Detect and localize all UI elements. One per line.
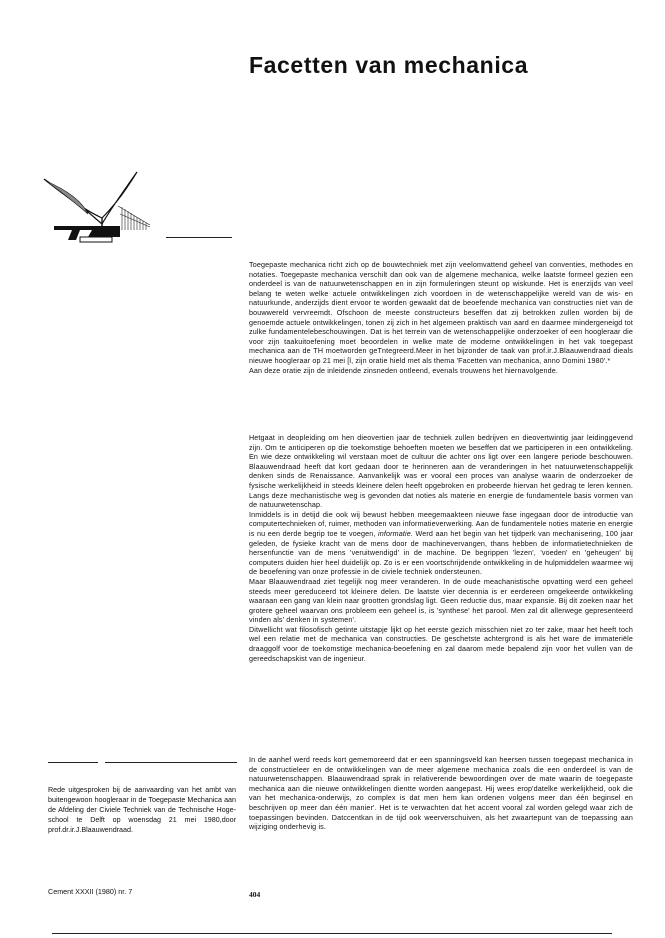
journal-reference: Cement XXXII (1980) nr. 7 — [48, 887, 133, 896]
paragraph: Ditwellicht wat filosofisch getinte uitstapje lijkt op het eerste gezich misschien niet zo ter zake, maar het heeft toch wel een relatie met de mechanica van constructies. De geschetste achtergrond is als het ware de immateriële draaggolf voor de toekomstige mechanica-beoefening en zal daarom mede bepalend zijn voor het vullen van de gereedschapskist van de ingenieur. — [249, 625, 633, 663]
paragraph: Hetgaat in deopleiding om hen dieovertien jaar de techniek zullen bedrijven en dieovertwintig jaar leidinggevend zijn. Om te anticiperen op die toekomstige behoeften moeten we beseffen dat we participeren in een ontwikkeling. En wie deze ontwikkeling wil verstaan moet de cultuur die achter ons ligt over een langere periode beschouwen. Blaauwendraad heeft dat kort gedaan door te herinneren aan de veranderingen in het natuurwetenschappelijk denken sinds de Renaissance. Aanvankelijk was er vooral een proces van analyse waarin de onderzoeker de fysische werkelijkheid in steeds kleinere delen heeft opgebroken en probeerde hiervan het gedrag te leren kennen. Langs deze mechanistische weg is gevonden dat noties als materie en energie de fundamentele basis vormen van de natuurwetenschap. — [249, 434, 633, 510]
paragraph: Aan deze oratie zijn de inleidende zinsneden ontleend, evenals trouwens het hiernavolgende. — [249, 366, 559, 375]
page-number: 404 — [249, 890, 261, 899]
emphasis-text: informatie. — [377, 529, 413, 538]
intro-paragraph — [249, 261, 633, 376]
bottom-rule — [52, 933, 612, 934]
closing-section — [249, 756, 633, 833]
paragraph: Maar Blaauwendraad ziet tegelijk nog meer veranderen. In de oude meachanistische opvatting werd een geheel steeds meer gereduceerd tot kleinere delen. De laatste vier decennia is er eerdereen omgekeerde ontwikkeling waaraan een gang van klein naar grootten grondslag ligt. Geen reductie dus, maar expansie. Bij dit zoeken naar het grotere geheel waarvan ons probleem een geheel is, is 'synthese' het parool. Men zal dit allerwege gepresenteerd vinden als' denken in systemen'. — [249, 577, 633, 625]
header-rule — [166, 237, 232, 238]
paragraph: Inmiddels is in detijd die ook wij bewust hebben meegemaakteen nieuwe fase ingegaan door de introductie van computertechnieken of, ruimer, methoden van informatieverwerking. Aan de fundamentele noties materie en energie is nu een derde begrip toe te voegen, informatie. Werd aan het begin van het tijdperk van mechanisering, 100 jaar geleden, de fysieke kracht van de mens door de machinevervangen, thans hebben de informatietechnieken de hersenfunctie van de mens 'veruitwendigd' in de machine. De begrippen 'lezen', 'voeden' en 'geheugen' bij computers duiden hier heel duidelijk op. Zo is er een voortschrijdende ontwikkeling in de hulpmiddelen waarmee wij de beoefening van onze professie in de civiele techniek ondersteunen. — [249, 510, 633, 577]
footnote: Rede uitgesproken bij de aanvaarding van het ambt van buitengewoon hoogleraar in de Toegepaste Mechanica aan de Afdeling der Civiele Techniek van de Technische Hoge-school te Delft op woensdag 21 mei 1980,door prof.dr.ir.J.Blaauwendraad. — [48, 786, 236, 834]
paragraph: Toegepaste mechanica richt zich op de bouwtechniek met zijn veelomvattend geheel van conventies, methodes en notaties. Toegepaste mechanica verschilt dan ook van de algemene mechanica, welke laatste formeel gezien een onderdeel is van de natuurwetenschappen en in zijn formuleringen steunt op wiskunde. Het is enerzijds van veel belang te weten welke actuele ontwikkelingen zich voordoen in de wetenschappelijke wereld van de wis- en natuurkunde, anderzijds dient ervoor te worden gewaakt dat de beoefende mechanica van constructies niet van de bouwwereld vervreemdt. Ofschoon de meeste constructeurs beseffen dat zij betrokken zullen worden bij de genoemde actuele ontwikkelingen, tonen zij zich in het algemeen praktisch van aard en daarmee mindergeneigd tot zulke fundamentelebeschouwingen. Dat is het terrein van de wetenschappelijke onderzoeker of een hoogleraar die voor zijn taakuitoefening moet beoordelen in welke mate de moderne ontwikkelingen in het vak toegepast mechanica aan de TH moetworden geTntegreerd.Meer in het bijzonder de taak van prof.ir.J.Blaauwendraad dieals nieuwe hoogleraar op 21 mei [l, zijn oratie hield met als thema 'Facetten van mechanica, anno Domini 1980'.* — [249, 261, 633, 365]
paragraph: In de aanhef werd reeds kort gememoreerd dat er een spanningsveld kan heersen tussen toegepast mechanica in de constructieleer en de ontwikkelingen van de meer algemene mechanica zoals die een onderdeel is van de natuurwetenschappen. Blaauwendraad sprak in relativerende bewoordingen over de mate waarin de toegepaste mechanica aan die nieuwe ontwikkelingen dientte worden aangepast. Hij wees erop'datelke werkelijkheid, ook die van het mechanica-onderwijs, zo complex is dat men hem kan ordenen volgens meer dan één beginsel en beschrijven op meer dan één manier'. Het is te verwachten dat het accent vooral zal worden gelegd waar zich de toepassingen bevinden. Datccentkan in de tijd ook weerverschuiven, als het zwaartepunt van de toepassing aan wijziging onderhevig is. — [249, 756, 633, 832]
main-section — [249, 434, 633, 664]
shell-structure-logo — [40, 170, 175, 250]
divider — [105, 762, 237, 763]
article-title: Facetten van mechanica — [249, 52, 529, 78]
divider — [48, 762, 98, 763]
